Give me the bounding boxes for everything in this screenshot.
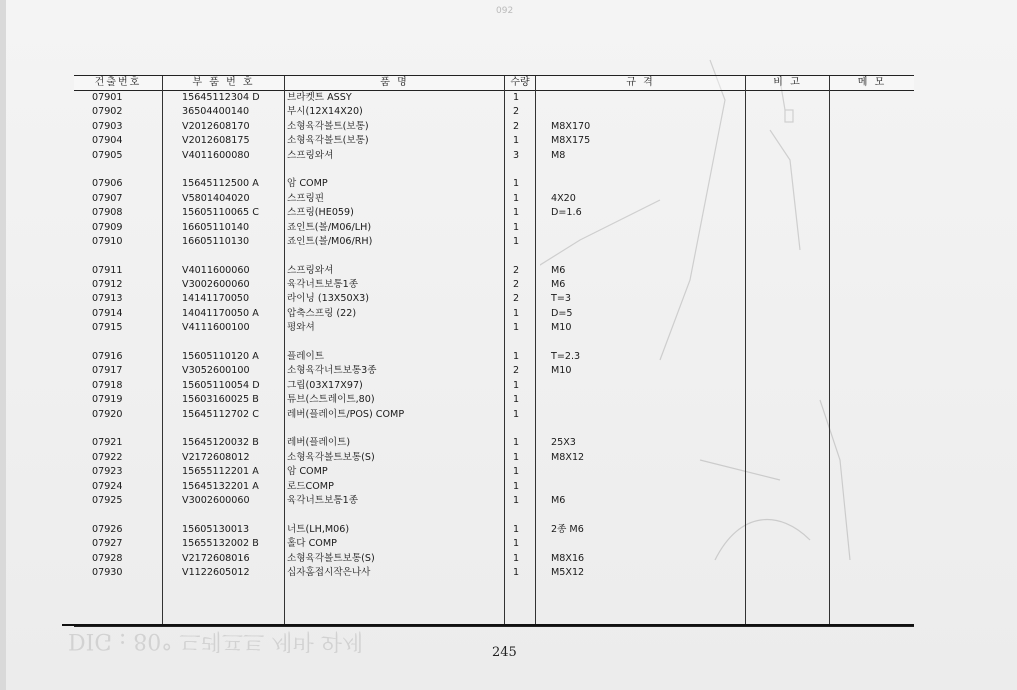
cell-qty: 1	[512, 437, 520, 449]
cell-part-number: V4011600060	[182, 264, 250, 276]
table-row	[74, 393, 914, 407]
header-memo: 메 모	[857, 77, 887, 88]
cell-number: 07914	[92, 307, 123, 319]
table-row	[74, 91, 914, 105]
cell-part-number: 15605110065 C	[182, 207, 259, 219]
cell-qty: 3	[512, 149, 520, 161]
cell-part-number: V4011600080	[182, 149, 250, 161]
cell-qty: 2	[512, 365, 520, 377]
cell-number: 07919	[92, 394, 123, 406]
cell-name: 레버(플레이트/POS) COMP	[287, 408, 405, 420]
table-row	[74, 566, 914, 580]
table-row	[74, 235, 914, 249]
cell-name: 브라켓트 ASSY	[287, 92, 352, 103]
cell-part-number: V2172608016	[182, 552, 250, 564]
cell-spec: M10	[551, 322, 572, 334]
cell-part-number: V5801404020	[182, 192, 250, 204]
table-row	[74, 307, 914, 321]
table-row	[74, 379, 914, 393]
cell-name: 죠인트(볼/M06/RH)	[287, 235, 373, 247]
cell-qty: 1	[512, 178, 520, 190]
cell-number: 07905	[92, 149, 123, 161]
cell-qty: 2	[512, 279, 520, 291]
table-row	[74, 192, 914, 206]
table-row	[74, 321, 914, 335]
cell-name: 소형육각볼트(보통)	[287, 120, 369, 132]
cell-part-number: 15655112201 A	[182, 466, 259, 478]
cell-name: 압축스프링 (22)	[287, 307, 357, 319]
table-row	[74, 120, 914, 134]
table-row	[74, 436, 914, 450]
table-row	[74, 494, 914, 508]
table-row	[74, 465, 914, 479]
cell-qty: 1	[512, 451, 520, 463]
cell-part-number: 15605110120 A	[182, 351, 259, 363]
cell-name: 스프링와셔	[287, 264, 334, 276]
cell-qty: 1	[512, 207, 520, 219]
page-binding-edge	[0, 0, 6, 690]
cell-part-number: V3002600060	[182, 494, 250, 506]
cell-part-number: 15645112702 C	[182, 408, 259, 420]
cell-name: 튜브(스트레이트,80)	[287, 394, 375, 406]
cell-number: 07903	[92, 120, 123, 132]
cell-number: 07918	[92, 379, 123, 391]
cell-name: 스프링(HE059)	[287, 207, 354, 219]
table-row	[74, 177, 914, 191]
table-body	[74, 91, 914, 580]
cell-qty: 2	[512, 264, 520, 276]
header-part-number: 부 품 번 호	[192, 77, 255, 88]
cell-number: 07910	[92, 235, 123, 247]
cell-part-number: V2172608012	[182, 451, 250, 463]
cell-spec: M6	[551, 264, 566, 276]
cell-part-number: 15645132201 A	[182, 480, 259, 492]
cell-qty: 1	[512, 394, 520, 406]
cell-number: 07908	[92, 207, 123, 219]
cell-name: 레버(플레이트)	[287, 437, 351, 449]
table-row	[74, 451, 914, 465]
cell-qty: 2	[512, 106, 520, 118]
cell-name: 죠인트(볼/M06/LH)	[287, 221, 372, 233]
cell-number: 07921	[92, 437, 123, 449]
cell-spec: M8	[551, 149, 566, 161]
cell-qty: 1	[512, 192, 520, 204]
table-row	[74, 408, 914, 422]
table-row	[74, 149, 914, 163]
cell-qty: 2	[512, 293, 520, 305]
header-remark: 비 고	[773, 77, 802, 88]
table-row	[74, 221, 914, 235]
cell-number: 07907	[92, 192, 123, 204]
cell-name: 홀다 COMP	[287, 538, 337, 550]
table-row	[74, 264, 914, 278]
cell-name: 로드COMP	[287, 480, 334, 492]
table-row	[74, 350, 914, 364]
cell-spec: M6	[551, 279, 566, 291]
table-row	[74, 552, 914, 566]
cell-spec: M8X175	[551, 135, 591, 147]
table-header	[74, 76, 914, 91]
cell-spec: 25X3	[551, 437, 576, 449]
cell-spec: 4X20	[551, 192, 576, 204]
cell-number: 07912	[92, 279, 123, 291]
cell-name: 육각너트보통1종	[287, 279, 358, 291]
table-row	[74, 480, 914, 494]
table-row	[74, 523, 914, 537]
cell-qty: 1	[512, 566, 520, 578]
cell-part-number: 15603160025 B	[182, 394, 259, 406]
cell-part-number: V4111600100	[182, 322, 250, 334]
cell-part-number: V3052600100	[182, 365, 250, 377]
cell-spec: M8X12	[551, 451, 585, 463]
cell-name: 소형육각볼트(보통)	[287, 135, 369, 147]
cell-part-number: 36504400140	[182, 106, 250, 118]
cell-part-number: 15645112500 A	[182, 178, 259, 190]
cell-name: 그립(03X17X97)	[287, 379, 363, 391]
cell-spec: M8X170	[551, 120, 591, 132]
cell-name: 암 COMP	[287, 178, 328, 190]
cell-spec: T=3	[551, 293, 572, 305]
bleed-through-caption: DIG : 80° 드레프트 세바 와세	[68, 628, 364, 653]
cell-name: 암 COMP	[287, 466, 328, 478]
cell-qty: 1	[512, 408, 520, 420]
table-row	[74, 292, 914, 306]
cell-number: 07925	[92, 494, 123, 506]
cell-name: 라이닝 (13X50X3)	[287, 293, 370, 305]
cell-qty: 1	[512, 552, 520, 564]
header-spec: 규 격	[626, 77, 655, 88]
cell-spec: M5X12	[551, 566, 585, 578]
cell-spec: M10	[551, 365, 572, 377]
cell-part-number: 15655132002 B	[182, 538, 259, 550]
cell-part-number: V1122605012	[182, 566, 250, 578]
cell-spec: M8X16	[551, 552, 585, 564]
cell-part-number: 14141170050	[182, 293, 250, 305]
cell-number: 07926	[92, 523, 123, 535]
cell-part-number: V3002600060	[182, 279, 250, 291]
cell-number: 07923	[92, 466, 123, 478]
cell-spec: 2종 M6	[551, 523, 584, 535]
cell-part-number: 15605110054 D	[182, 379, 260, 391]
cell-number: 07906	[92, 178, 123, 190]
cell-part-number: 15645112304 D	[182, 92, 260, 103]
cell-qty: 1	[512, 92, 520, 103]
table-row	[74, 206, 914, 220]
cell-qty: 1	[512, 135, 520, 147]
header-qty: 수량	[510, 77, 530, 88]
cell-qty: 1	[512, 221, 520, 233]
cell-name: 평와셔	[287, 322, 315, 334]
cell-name: 스프링핀	[287, 192, 325, 204]
cell-name: 스프링와셔	[287, 149, 334, 161]
cell-name: 소형육각볼트보통(S)	[287, 451, 375, 463]
cell-name: 소형육각볼트보통(S)	[287, 552, 375, 564]
cell-spec: M6	[551, 494, 566, 506]
cell-number: 07902	[92, 106, 123, 118]
cell-part-number: 16605110130	[182, 235, 250, 247]
cell-part-number: 15605130013	[182, 523, 250, 535]
cell-qty: 1	[512, 235, 520, 247]
cell-spec: T=2.3	[551, 351, 581, 363]
cell-number: 07930	[92, 566, 123, 578]
cell-number: 07911	[92, 264, 123, 276]
cell-number: 07928	[92, 552, 123, 564]
cell-name: 육각너트보통1종	[287, 494, 358, 506]
cell-number: 07920	[92, 408, 123, 420]
table-row	[74, 364, 914, 378]
cell-number: 07915	[92, 322, 123, 334]
cell-number: 07901	[92, 92, 123, 103]
bleed-through-mark: 092	[496, 6, 514, 16]
cell-number: 07913	[92, 293, 123, 305]
cell-name: 십자홈접시작은나사	[287, 566, 371, 578]
cell-qty: 1	[512, 523, 520, 535]
table-row	[74, 278, 914, 292]
cell-name: 소형육각너트보통3종	[287, 365, 377, 377]
table-row	[74, 537, 914, 551]
page-number: 245	[492, 645, 517, 660]
cell-name: 너트(LH,M06)	[287, 523, 350, 535]
cell-qty: 1	[512, 480, 520, 492]
header-name: 품 명	[380, 77, 409, 88]
cell-qty: 1	[512, 538, 520, 550]
cell-qty: 1	[512, 494, 520, 506]
cell-name: 부시(12X14X20)	[287, 106, 363, 118]
cell-number: 07917	[92, 365, 123, 377]
cell-qty: 1	[512, 307, 520, 319]
cell-part-number: 15645120032 B	[182, 437, 259, 449]
cell-number: 07904	[92, 135, 123, 147]
cell-number: 07916	[92, 351, 123, 363]
cell-part-number: 16605110140	[182, 221, 250, 233]
table-row	[74, 134, 914, 148]
cell-qty: 1	[512, 351, 520, 363]
cell-qty: 2	[512, 120, 520, 132]
cell-part-number: 14041170050 A	[182, 307, 259, 319]
cell-number: 07927	[92, 538, 123, 550]
cell-number: 07922	[92, 451, 123, 463]
header-number: 건출번호	[94, 77, 142, 88]
cell-part-number: V2012608175	[182, 135, 250, 147]
cell-number: 07909	[92, 221, 123, 233]
cell-name: 플레이트	[287, 351, 325, 363]
cell-qty: 1	[512, 379, 520, 391]
parts-table	[74, 75, 914, 627]
cell-spec: D=5	[551, 307, 573, 319]
cell-part-number: V2012608170	[182, 120, 250, 132]
cell-qty: 1	[512, 466, 520, 478]
cell-number: 07924	[92, 480, 123, 492]
cell-qty: 1	[512, 322, 520, 334]
cell-spec: D=1.6	[551, 207, 582, 219]
table-row	[74, 105, 914, 119]
bottom-rule	[62, 624, 914, 626]
